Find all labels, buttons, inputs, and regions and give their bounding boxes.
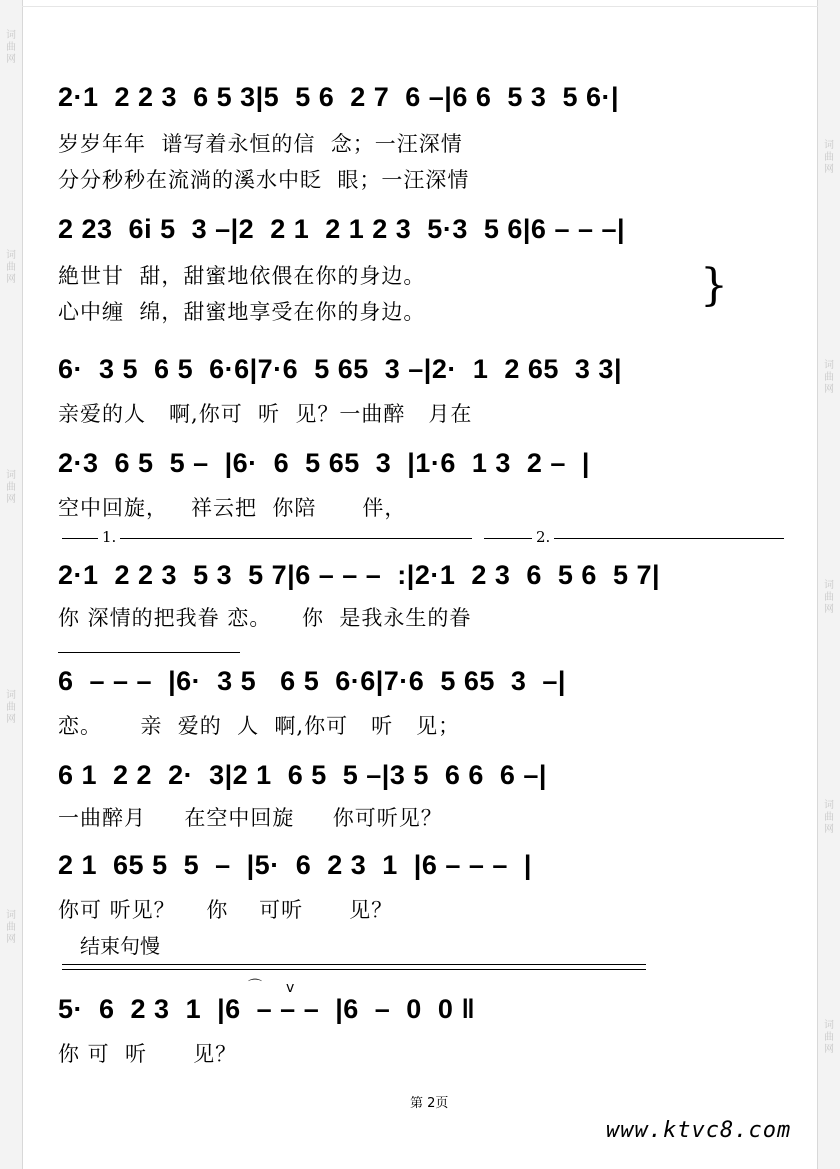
tempo-line [62, 969, 646, 970]
notation-line: 6· 3 5 6 5 6·6|7·6 5 65 3 –|2· 1 2 65 3 3| [58, 354, 622, 384]
lyric-line: 你 深情的把我眷 恋。 你 是我永生的眷 [58, 606, 472, 630]
notation-line: 2 23 6i 5 3 –|2 2 1 2 1 2 3 5·3 5 6|6 – – –| [58, 214, 626, 244]
lyric-line: 絶世甘 甜，甜蜜地依偎在你的身边。 [58, 264, 426, 288]
notation-line: 2 1 65 5 5 – |5· 6 2 3 1 |6 – – – | [58, 850, 532, 880]
breath-mark-icon: v [286, 980, 295, 996]
site-watermark: www.ktvc8.com [606, 1118, 792, 1143]
watermark-text: 词曲网 [6, 910, 16, 945]
notation-line: 6 – – – |6· 3 5 6 5 6·6|7·6 5 65 3 –| [58, 666, 566, 696]
watermark-text: 词曲网 [824, 140, 834, 175]
lyric-line: 你 可 听 见？ [58, 1042, 238, 1066]
watermark-text: 词曲网 [824, 580, 834, 615]
watermark-text: 词曲网 [6, 470, 16, 505]
volta-1-label: 1. [98, 528, 120, 546]
volta-end-line [58, 652, 240, 653]
watermark-text: 词曲网 [824, 800, 834, 835]
lyric-line: 你可 听见？ 你 可听 见？ [58, 898, 394, 922]
top-border [22, 6, 818, 7]
page-number: 第 2页 [410, 1096, 449, 1111]
verse-brace: } [700, 260, 728, 311]
notation-line: 6 1 2 2 2· 3|2 1 6 5 5 –|3 5 6 6 6 –| [58, 760, 547, 790]
tempo-marking: 结束句慢 [80, 934, 160, 958]
lyric-line: 一曲醉月 在空中回旋 你可听见？ [58, 806, 443, 830]
lyric-line: 亲爱的人 啊,你可 听 见？一曲醉 月在 [58, 402, 473, 426]
watermark-text: 词曲网 [824, 360, 834, 395]
watermark-text: 词曲网 [6, 690, 16, 725]
notation-line: 2·1 2 2 3 6 5 3|5 5 6 2 7 6 –|6 6 5 3 5 6·| [58, 82, 620, 112]
fermata-icon: ⌒ [248, 979, 262, 995]
watermark-text: 词曲网 [6, 30, 16, 65]
lyric-line: 岁岁年年 谱写着永恒的信 念；一汪深情 [58, 132, 463, 156]
notation-line: 5· 6 2 3 1 |6 – – – |6 – 0 0 ‖ [58, 994, 476, 1024]
volta-1-line [62, 538, 472, 539]
left-watermark-bar [0, 0, 23, 1169]
tempo-line [62, 964, 646, 965]
lyric-line: 空中回旋， 祥云把 你陪 伴， [58, 496, 407, 520]
lyric-line: 分分秒秒在流淌的溪水中眨 眼；一汪深情 [58, 168, 470, 192]
lyric-line: 心中缠 绵，甜蜜地享受在你的身边。 [58, 300, 426, 324]
volta-2-line [484, 538, 784, 539]
watermark-text: 词曲网 [824, 1020, 834, 1055]
notation-line: 2·3 6 5 5 – |6· 6 5 65 3 |1·6 1 3 2 – | [58, 448, 590, 478]
lyric-line: 恋。 亲 爱的 人 啊,你可 听 见； [58, 714, 461, 738]
watermark-text: 词曲网 [6, 250, 16, 285]
notation-line: 2·1 2 2 3 5 3 5 7|6 – – – :|2·1 2 3 6 5 6 5 7| [58, 560, 661, 590]
volta-2-label: 2. [532, 528, 554, 546]
